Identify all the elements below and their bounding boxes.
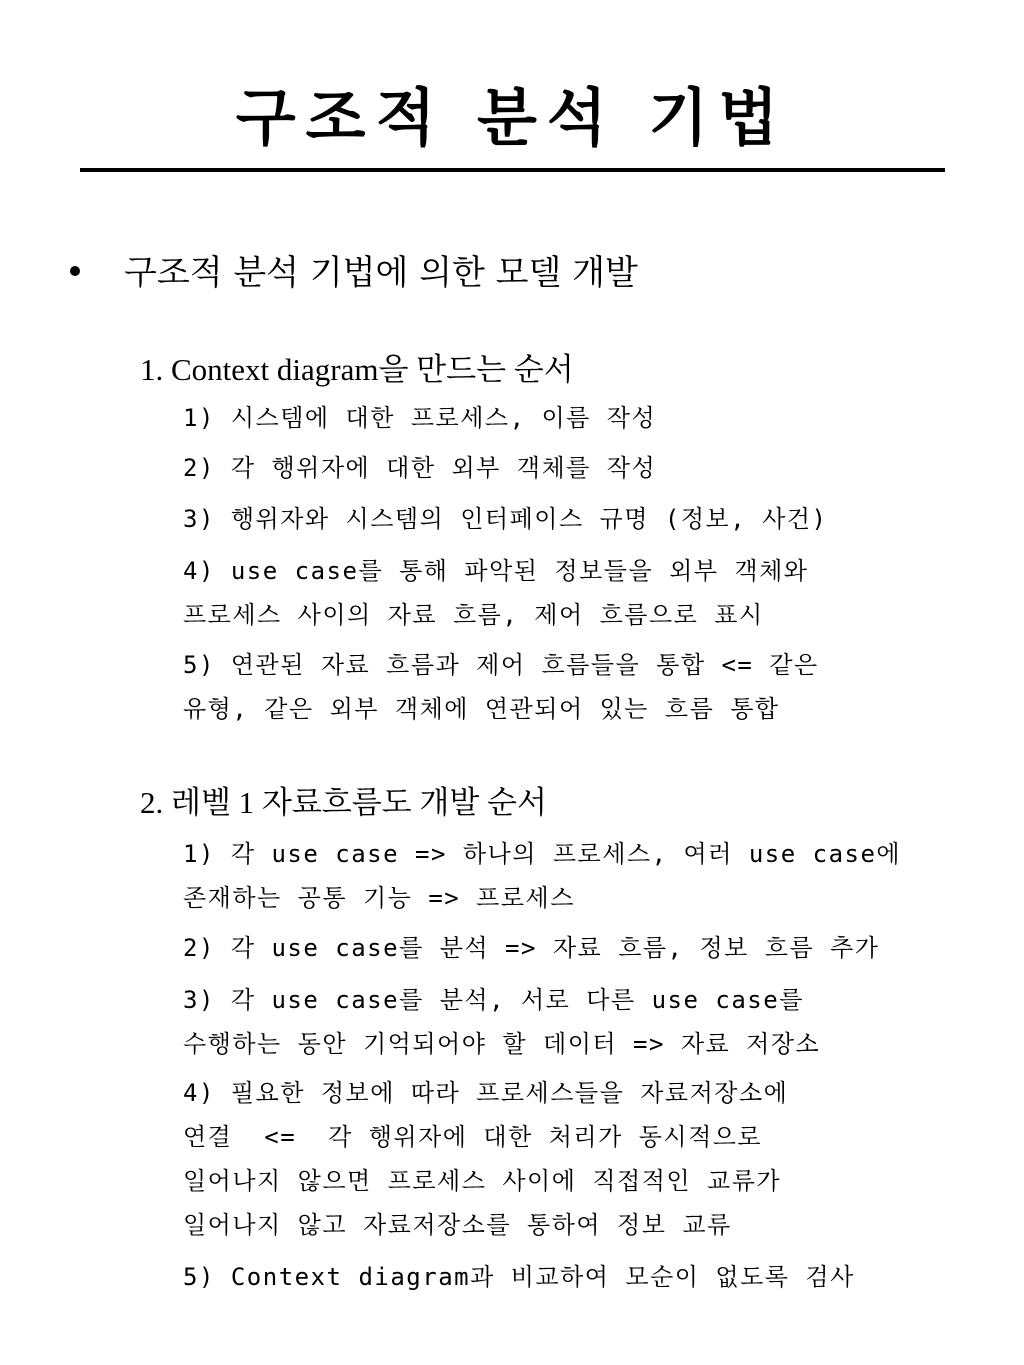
section-1-item-1: 1) 시스템에 대한 프로세스, 이름 작성	[183, 404, 657, 432]
bullet-dot-icon	[70, 266, 80, 276]
section-1-item-4: 4) use case를 통해 파악된 정보들을 외부 객체와 프로세스 사이의 자료 흐름, 제어 흐름으로 표시	[183, 557, 809, 629]
section-2-item-4: 4) 필요한 정보에 따라 프로세스들을 자료저장소에 연결 <= 각 행위자에 대한 처리가 동시적으로 일어나지 않으면 프로세스 사이에 직접적인 교류가 일어나지 않고 자료저장소를 통하여 정보 교류	[183, 1079, 789, 1239]
section-1-heading: 1. Context diagram을 만드는 순서	[140, 352, 574, 387]
section-2-item-5: 5) Context diagram과 비교하여 모순이 없도록 검사	[183, 1263, 855, 1291]
section-2-heading: 2. 레벨 1 자료흐름도 개발 순서	[140, 785, 547, 820]
section-1-item-5: 5) 연관된 자료 흐름과 제어 흐름들을 통합 <= 같은 유형, 같은 외부 객체에 연관되어 있는 흐름 통합	[183, 651, 819, 723]
page-title: 구조적 분석 기법	[235, 81, 789, 154]
section-1-item-3: 3) 행위자와 시스템의 인터페이스 규명 (정보, 사건)	[183, 505, 828, 533]
bullet-text: 구조적 분석 기법에 의한 모델 개발	[124, 252, 638, 293]
section-1-item-2: 2) 각 행위자에 대한 외부 객체를 작성	[183, 454, 657, 482]
section-2-item-1: 1) 각 use case => 하나의 프로세스, 여러 use case에 존재하는 공통 기능 => 프로세스	[183, 840, 902, 912]
title-divider	[80, 168, 945, 172]
section-2-item-3: 3) 각 use case를 분석, 서로 다른 use case를 수행하는 동안 기억되어야 할 데이터 => 자료 저장소	[183, 986, 821, 1058]
section-2-item-2: 2) 각 use case를 분석 => 자료 흐름, 정보 흐름 추가	[183, 934, 880, 962]
bullet-item	[70, 244, 638, 294]
